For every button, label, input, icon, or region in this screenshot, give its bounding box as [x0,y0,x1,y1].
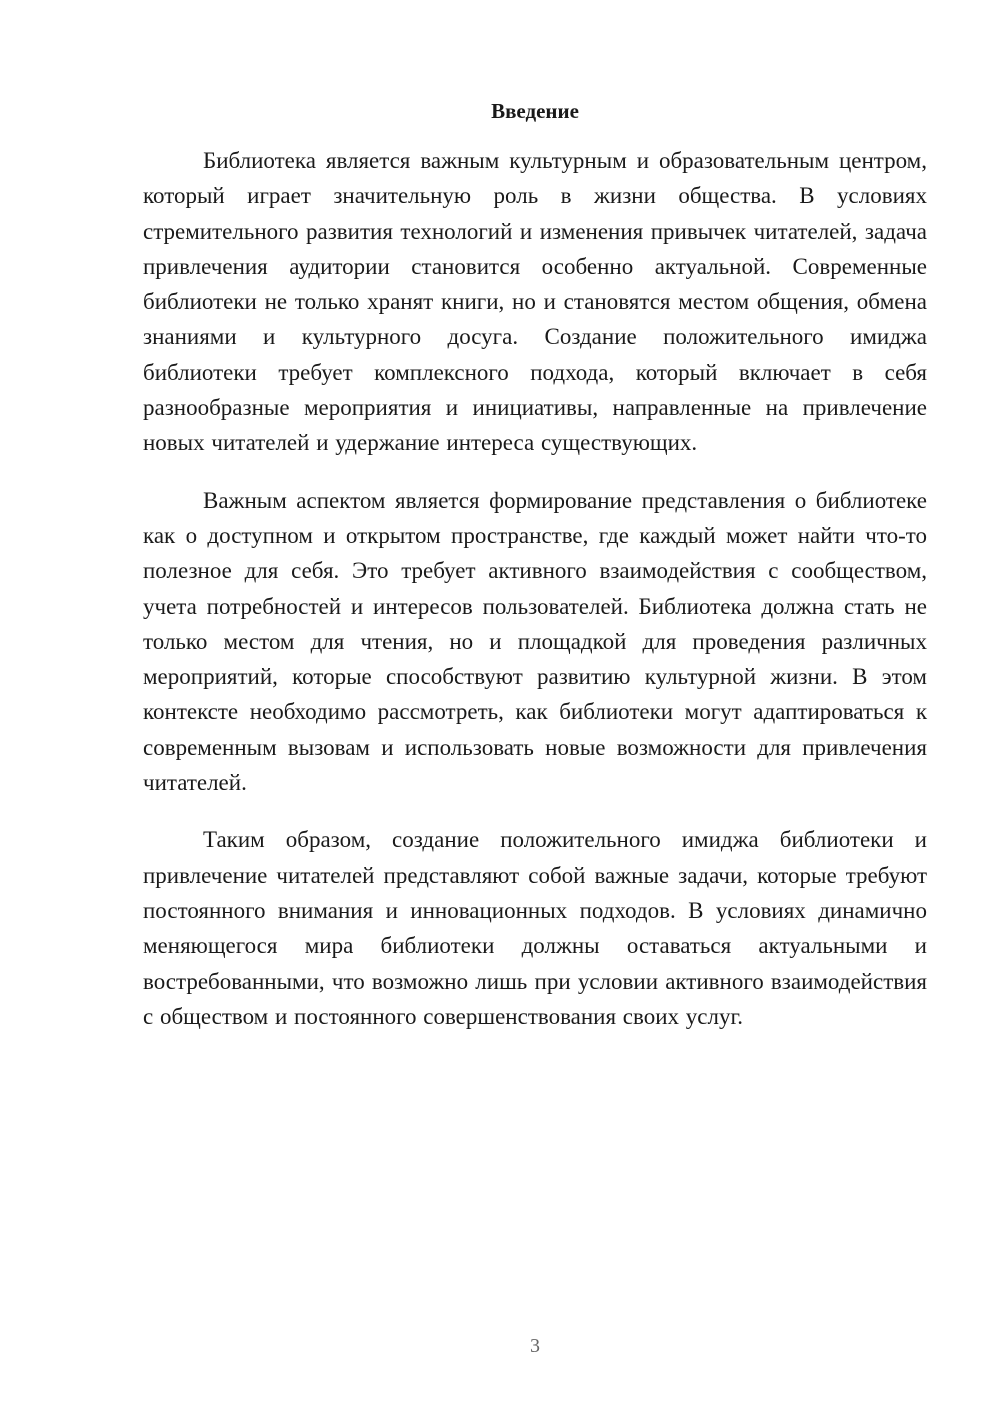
paragraph-3: Таким образом, создание положительного имиджа библиотеки и привлечение читателей представляют собой важные задачи, которые требуют постоянного внимания и инновационных подходов. В условиях динамично меняющегося мира библиотеки должны оставаться актуальными и востребованными, что возможно лишь при условии активного взаимодействия с обществом и постоянного совершенствования своих услуг. [143,827,927,1029]
page-number: 3 [530,1335,540,1357]
paragraph-1: Библиотека является важным культурным и образовательным центром, который играет значительную роль в жизни общества. В условиях стремительного развития технологий и изменения привычек читателей, задача привлечения аудитории становится особенно актуальной. Современные библиотеки не только хранят книги, но и становятся местом общения, обмена знаниями и культурного досуга. Создание положительного имиджа библиотеки требует комплексного подхода, который включает в себя разнообразные мероприятия и инициативы, направленные на привлечение новых читателей и удержание интереса существующих. [143,148,927,456]
paragraph-2: Важным аспектом является формирование представления о библиотеке как о доступном и открытом пространстве, где каждый может найти что-то полезное для себя. Это требует активного взаимодействия с сообществом, учета потребностей и интересов пользователей. Библиотека должна стать не только местом для чтения, но и площадкой для проведения различных мероприятий, которые способствуют развитию культурной жизни. В этом контексте необходимо рассмотреть, как библиотеки могут адаптироваться к современным вызовам и использовать новые возможности для привлечения читателей. [143,487,927,796]
body-text [143,143,927,1056]
section-heading: Введение [491,99,579,123]
